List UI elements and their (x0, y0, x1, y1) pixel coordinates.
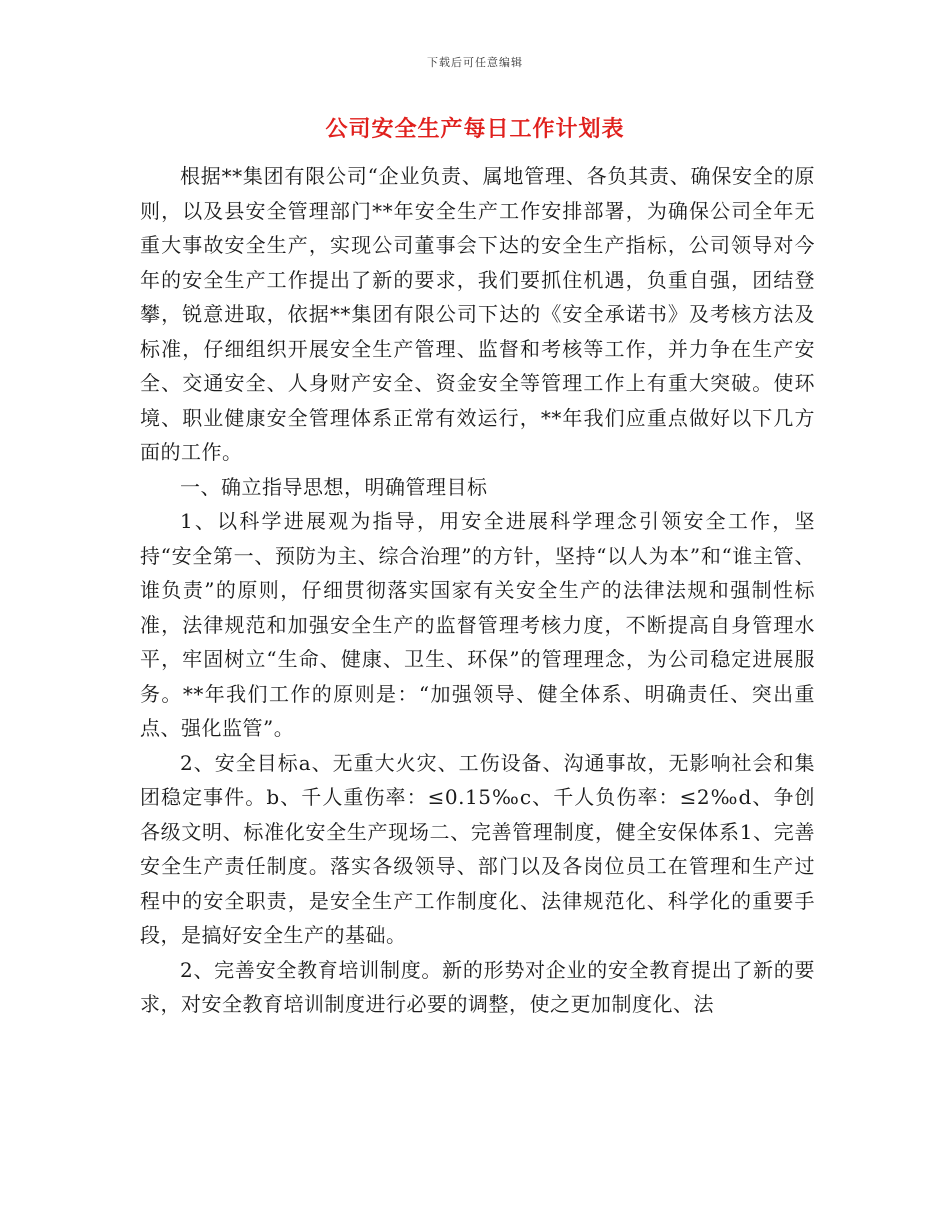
document-title: 公司安全生产每日工作计划表 (325, 116, 625, 142)
section-heading: 一、确立指导思想，明确管理目标 (180, 474, 488, 499)
paragraph-guideline: 1、以科学进展观为指导，用安全进展科学理念引领安全工作，坚持“安全第一、预防为主、综合治理”的方针，坚持“以人为本”和“谁主管、谁负责”的原则，仔细贯彻落实国家有关安全生产的法律法规和强制性标准，法律规范和加强安全生产的监督管理考核力度，不断提高自身管理水平，牢固树立“生命、健康、卫生、环保”的管理理念，为公司稳定进展服务。**年我们工作的原则是：“加强领导、健全体系、明确责任、突出重点、强化监管”。 (140, 509, 815, 740)
paragraph-targets: 2、安全目标a、无重大火灾、工伤设备、沟通事故，无影响社会和集团稳定事件。b、千人重伤率：≤0.15‰c、千人负伤率：≤2‰d、争创各级文明、标准化安全生产现场二、完善管理制度，健全安保体系1、完善安全生产责任制度。落实各级领导、部门以及各岗位员工在管理和生产过程中的安全职责，是安全生产工作制度化、法律规范化、科学化的重要手段，是搞好安全生产的基础。 (140, 750, 815, 947)
paragraph-training: 2、完善安全教育培训制度。新的形势对企业的安全教育提出了新的要求，对安全教育培训制度进行必要的调整，使之更加制度化、法 (140, 957, 815, 1016)
paragraph-intro: 根据**集团有限公司“企业负责、属地管理、各负其责、确保安全的原则，以及县安全管理部门**年安全生产工作安排部署，为确保公司全年无重大事故安全生产，实现公司董事会下达的安全生产指标，公司领导对今年的安全生产工作提出了新的要求，我们要抓住机遇，负重自强，团结登攀，锐意进取，依据**集团有限公司下达的《安全承诺书》及考核方法及标准，仔细组织开展安全生产管理、监督和考核等工作，并力争在生产安全、交通安全、人身财产安全、资金安全等管理工作上有重大突破。使环境、职业健康安全管理体系正常有效运行，**年我们应重点做好以下几方面的工作。 (140, 164, 815, 464)
header-note: 下载后可任意编辑 (427, 56, 523, 69)
document-body (140, 159, 815, 1022)
